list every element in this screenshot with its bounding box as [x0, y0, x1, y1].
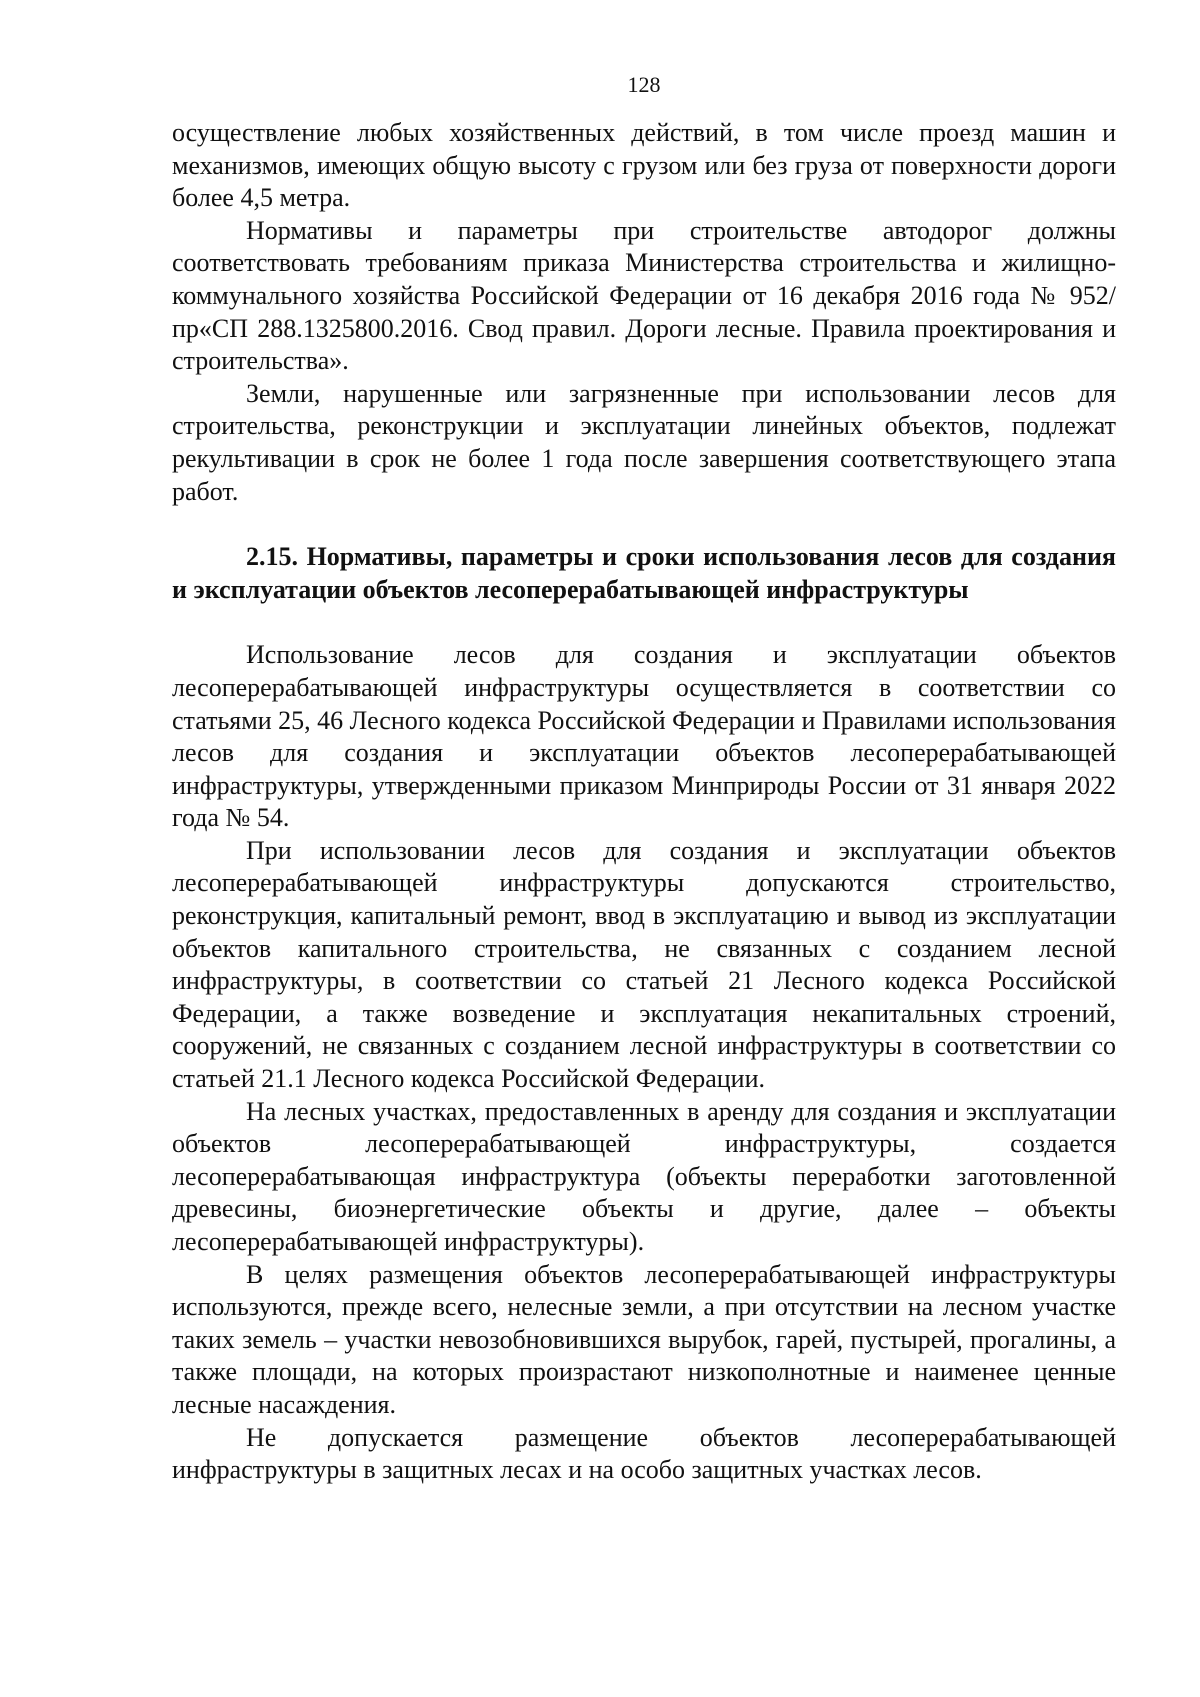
paragraph: На лесных участках, предоставленных в аренду для создания и эксплуатации объектов лесоперерабатывающей инфраструктуры, создается лесоперерабатывающая инфраструктура (объекты переработки заготовленной древесины, биоэнергетические объекты и другие, далее – объекты лесоперерабатывающей инфраструктуры).: [172, 1096, 1116, 1256]
paragraph: При использовании лесов для создания и эксплуатации объектов лесоперерабатывающей инфраструктуры допускаются строительство, реконструкция, капитальный ремонт, ввод в эксплуатацию и вывод из эксплуатации объектов капитального строительства, не связанных с созданием лесной инфраструктуры, в соответствии со статьей 21 Лесного кодекса Российской Федерации, а также возведение и эксплуатация некапитальных строений, сооружений, не связанных с созданием лесной инфраструктуры в соответствии со статьей 21.1 Лесного кодекса Российской Федерации.: [172, 835, 1116, 1094]
document-body: [172, 117, 1116, 1487]
paragraph: осуществление любых хозяйственных действий, в том числе проезд машин и механизмов, имеющих общую высоту с грузом или без груза от поверхности дороги более 4,5 метра.: [172, 118, 1116, 213]
paragraph: Нормативы и параметры при строительстве автодорог должны соответствовать требованиям приказа Министерства строительства и жилищно-коммунального хозяйства Российской Федерации от 16 декабря 2016 года № 952/пр«СП 288.1325800.2016. Свод правил. Дороги лесные. Правила проектирования и строительства».: [172, 215, 1116, 376]
spacer: [172, 508, 1116, 541]
section-heading: 2.15. Нормативы, параметры и сроки использования лесов для создания и эксплуатации объектов лесоперерабатывающей инфраструктуры: [172, 542, 1116, 604]
paragraph: В целях размещения объектов лесоперерабатывающей инфраструктуры используются, прежде всего, нелесные земли, а при отсутствии на лесном участке таких земель – участки невозобновившихся вырубок, гарей, пустырей, прогалины, а также площади, на которых произрастают низкополнотные и наименее ценные лесные насаждения.: [172, 1259, 1116, 1419]
paragraph: Использование лесов для создания и эксплуатации объектов лесоперерабатывающей инфраструктуры осуществляется в соответствии со статьями 25, 46 Лесного кодекса Российской Федерации и Правилами использования лесов для создания и эксплуатации объектов лесоперерабатывающей инфраструктуры, утвержденными приказом Минприроды России от 31 января 2022 года № 54.: [172, 640, 1116, 833]
paragraph: Не допускается размещение объектов лесоперерабатывающей инфраструктуры в защитных лесах и на особо защитных участках лесов.: [172, 1422, 1116, 1485]
spacer: [172, 606, 1116, 639]
page-number: 128: [627, 72, 661, 97]
paragraph: Земли, нарушенные или загрязненные при использовании лесов для строительства, реконструкции и эксплуатации линейных объектов, подлежат рекультивации в срок не более 1 года после завершения соответствующего этапа работ.: [172, 378, 1116, 506]
